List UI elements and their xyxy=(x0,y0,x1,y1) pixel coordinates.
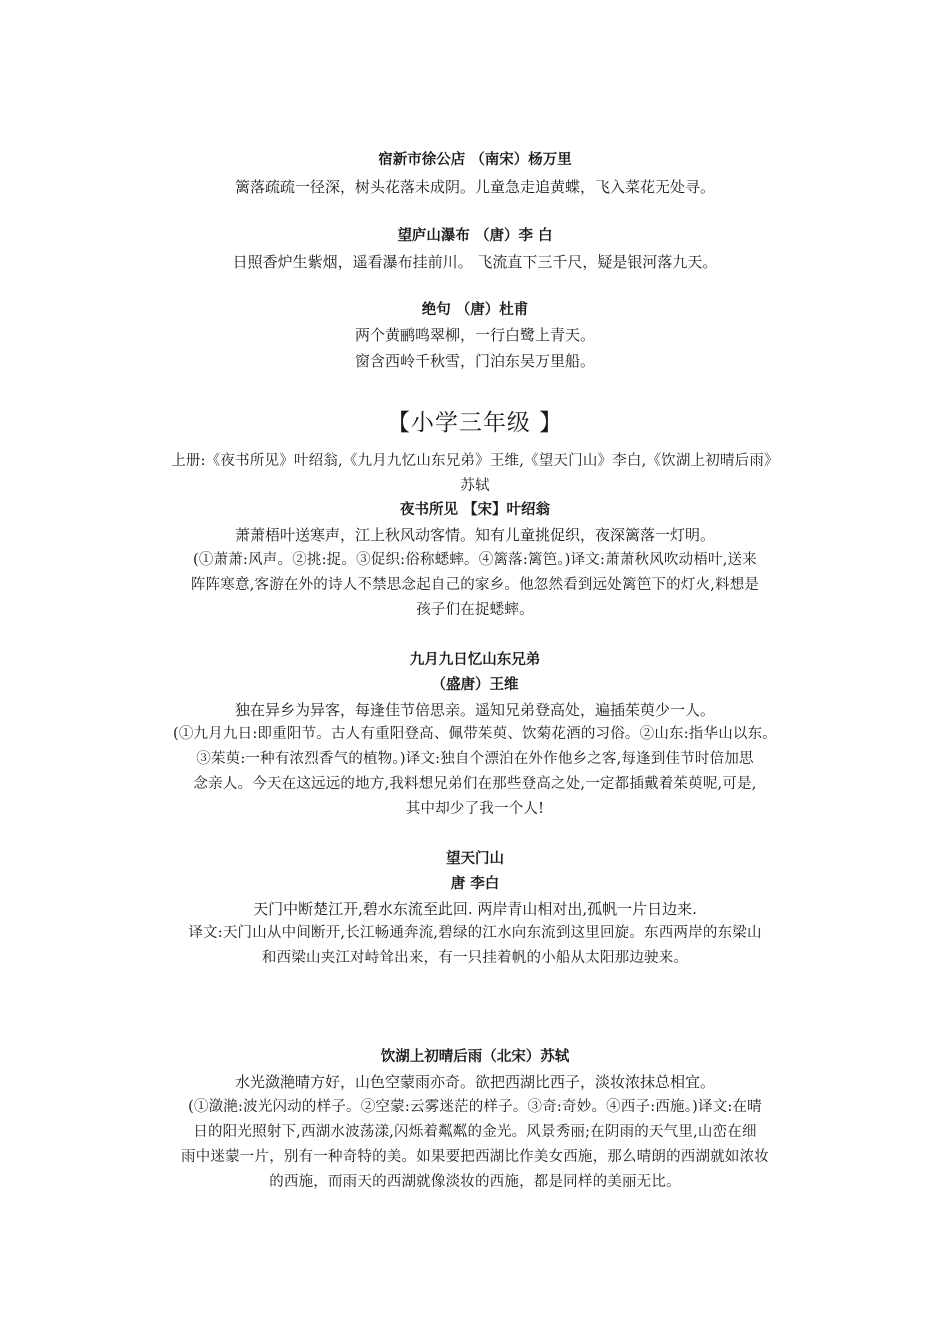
notes-jiuyue-2: ③茱萸:一种有浓烈香气的植物。)译文:独自个漂泊在外作他乡之客,每逢到佳节时倍加思 xyxy=(196,751,754,767)
poem-text-yinhu: 水光潋滟晴方好，山色空蒙雨亦奇。欲把西湖比西子，淡妆浓抹总相宜。 xyxy=(234,1073,715,1091)
poem-title-jiuyue: 九月九日忆山东兄弟 xyxy=(409,652,541,668)
notes-tianmen-2: 和西梁山夹江对峙耸出来，有一只挂着帆的小船从太阳那边驶来。 xyxy=(261,950,689,966)
poem-text-lushan: 日照香炉生紫烟，遥看瀑布挂前川。 飞流直下三千尺，疑是银河落九天。 xyxy=(232,253,718,271)
poem-author-jiuyue: （盛唐）王维 xyxy=(431,677,519,693)
poem-title-yinhu: 饮湖上初晴后雨（北宋）苏轼 xyxy=(380,1049,570,1065)
poem-text-jueju-2: 窗含西岭千秋雪，门泊东吴万里船。 xyxy=(354,352,595,370)
poem-title-tianmen: 望天门山 xyxy=(446,851,504,867)
notes-jiuyue-1: (①九月九日:即重阳节。古人有重阳登高、佩带茱萸、饮菊花酒的习俗。②山东:指华山以东。 xyxy=(172,726,778,742)
poem-title-xinshi: 宿新市徐公店 （南宋）杨万里 xyxy=(378,152,572,168)
notes-yeshu-1: (①萧萧:风声。②挑:捉。③促织:俗称蟋蟀。④篱落:篱笆。)译文:萧萧秋风吹动梧叶,送来 xyxy=(193,552,757,568)
poem-title-yeshu: 夜书所见 【宋】叶绍翁 xyxy=(399,502,551,518)
section-heading-grade3: 【小学三年级 】 xyxy=(386,410,564,436)
book-list-line-2: 苏轼 xyxy=(460,478,490,494)
notes-jiuyue-4: 其中却少了我一个人! xyxy=(405,801,545,817)
notes-yinhu-3: 雨中迷蒙一片，别有一种奇特的美。如果要把西湖比作美女西施，那么晴朗的西湖就如浓妆 xyxy=(181,1149,769,1165)
notes-tianmen-1: 译文:天门山从中间断开,长江畅通奔流,碧绿的江水向东流到这里回旋。东西两岸的东梁山 xyxy=(188,925,762,941)
notes-yinhu-2: 日的阳光照射下,西湖水波荡漾,闪烁着粼粼的金光。风景秀丽;在阴雨的天气里,山峦在细 xyxy=(193,1124,757,1140)
notes-yeshu-3: 孩子们在捉蟋蟀。 xyxy=(416,602,534,618)
poem-text-xinshi: 篱落疏疏一径深，树头花落未成阴。儿童急走追黄蝶，飞入菜花无处寻。 xyxy=(234,178,715,196)
poem-text-jueju-1: 两个黄鹂鸣翠柳，一行白鹭上青天。 xyxy=(354,326,595,344)
notes-yinhu-4: 的西施，而雨天的西湖就像淡妆的西施，都是同样的美丽无比。 xyxy=(269,1174,681,1190)
notes-yeshu-2: 阵阵寒意,客游在外的诗人不禁思念起自己的家乡。他忽然看到远处篱笆下的灯火,料想是 xyxy=(190,577,760,593)
poem-text-yeshu: 萧萧梧叶送寒声，江上秋风动客情。知有儿童挑促织，夜深篱落一灯明。 xyxy=(234,526,715,544)
notes-jiuyue-3: 念亲人。今天在这远远的地方,我料想兄弟们在那些登高之处,一定都插戴着茱萸呢,可是, xyxy=(193,776,757,792)
notes-yinhu-1: (①潋滟:波光闪动的样子。②空蒙:云雾迷茫的样子。③奇:奇妙。④西子:西施。)译文:在晴 xyxy=(188,1099,762,1115)
poem-title-jueju: 绝句 （唐）杜甫 xyxy=(421,302,529,318)
poem-text-tianmen: 天门中断楚江开,碧水东流至此回. 两岸青山相对出,孤帆一片日边来. xyxy=(253,900,697,918)
poem-title-lushan: 望庐山瀑布 （唐）李 白 xyxy=(397,228,553,244)
poem-text-jiuyue: 独在异乡为异客，每逢佳节倍思亲。遥知兄弟登高处，遍插茱萸少一人。 xyxy=(234,701,715,719)
book-list-line-1: 上册:《夜书所见》叶绍翁,《九月九忆山东兄弟》王维,《望天门山》李白,《饮湖上初晴后雨》 xyxy=(171,453,779,469)
poem-author-tianmen: 唐 李白 xyxy=(450,876,500,892)
